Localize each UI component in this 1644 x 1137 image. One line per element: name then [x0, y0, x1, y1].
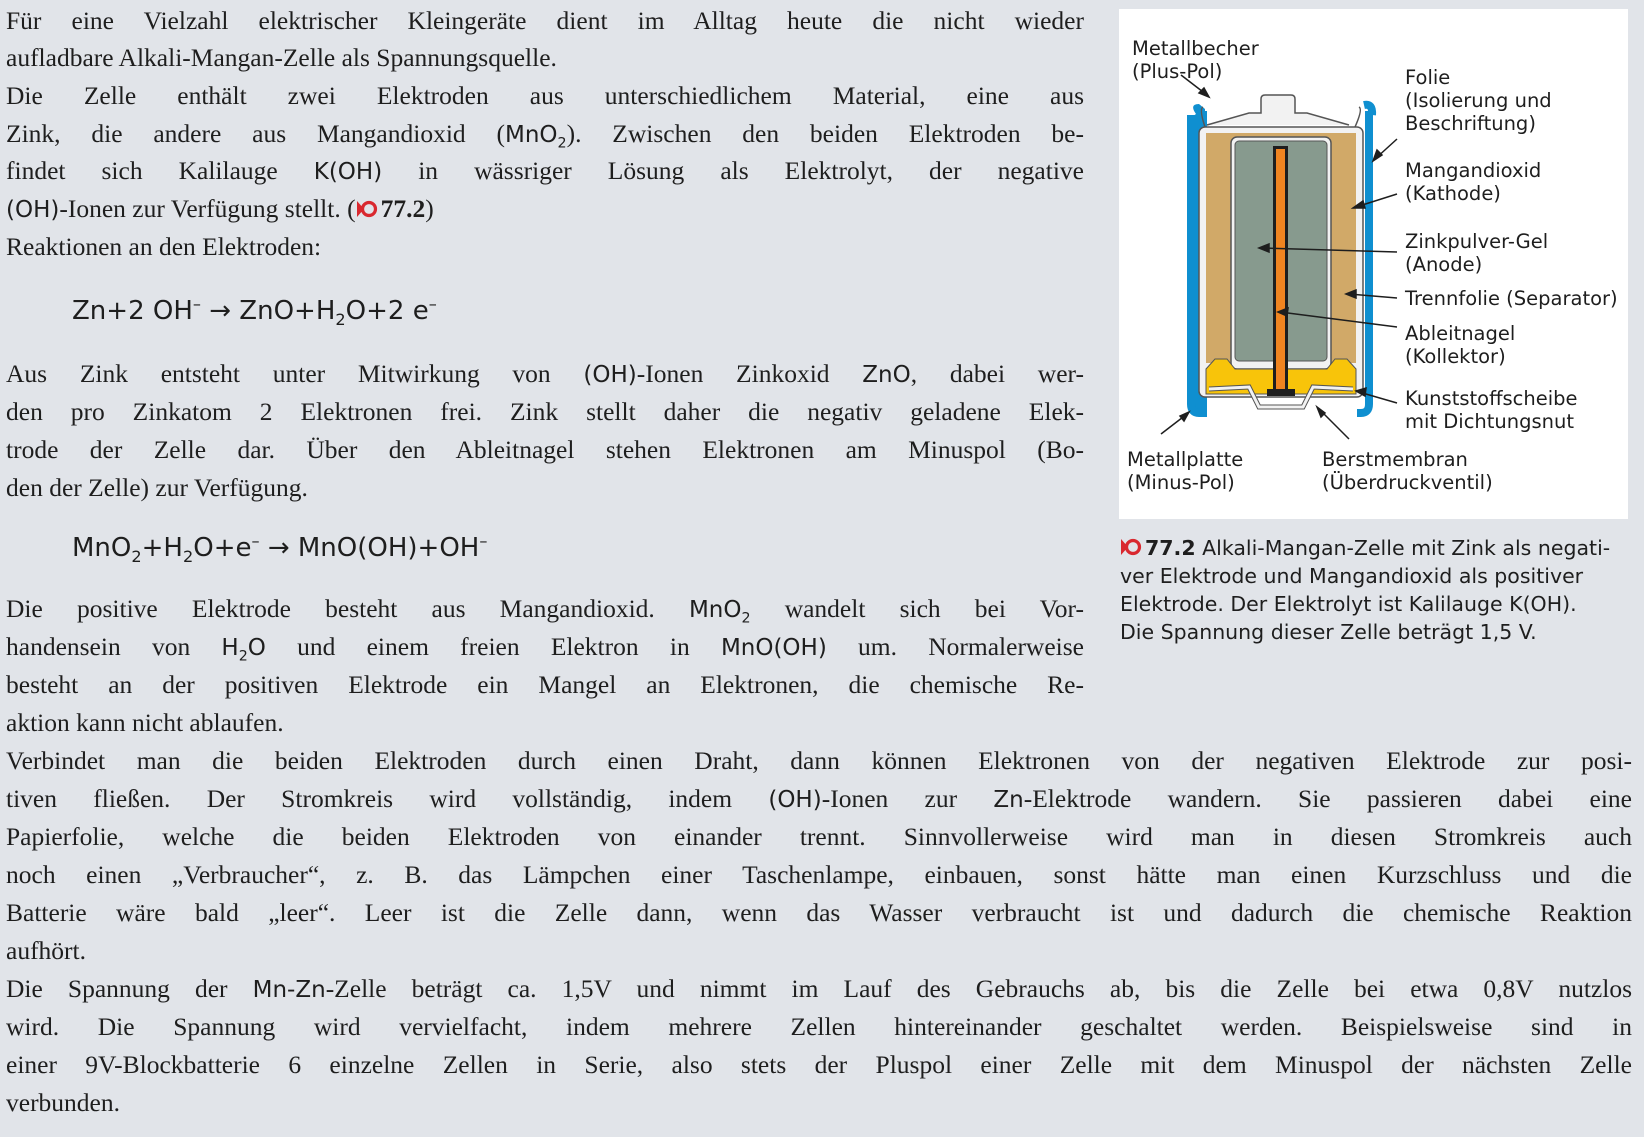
chem-formula: (OH)	[6, 197, 60, 223]
text-line: wird. Die Spannung wird vervielfacht, indem mehrere Zellen hintereinander geschaltet werden. Beispielsweise sind in	[6, 1012, 1632, 1041]
text-line: aufladbare Alkali-Mangan-Zelle als Spannungsquelle.	[6, 43, 557, 72]
text-line: Für eine Vielzahl elektrischer Kleingeräte dient im Alltag heute die nicht wieder	[6, 6, 1084, 35]
label-trennfolie: Trennfolie (Separator)	[1405, 287, 1618, 310]
text-line: den der Zelle) zur Verfügung.	[6, 473, 308, 502]
arrow-icon: →	[267, 533, 290, 563]
figure-caption: 77.2 Alkali-Mangan-Zelle mit Zink als negati- ver Elektrode und Mangandioxid als positiver Elektrode. Der Elektrolyt ist Kalilauge K(OH). Die Spannung dieser Zelle beträgt 1,5 V.	[1120, 536, 1611, 644]
label-metallbecher: Metallbecher (Plus-Pol)	[1132, 37, 1259, 83]
text-line: einer 9V-Blockbatterie 6 einzelne Zellen in Serie, also stets der Pluspol einer Zelle mit dem Minuspol der nächsten Zelle	[6, 1050, 1632, 1079]
reference-arrow-icon	[1120, 537, 1142, 557]
text-line: aufhört.	[6, 936, 87, 965]
text-span: in wässriger Lösung als Elektrolyt, der negative	[382, 156, 1084, 185]
reference-arrow-icon	[356, 199, 378, 219]
battery-diagram-figure	[1119, 9, 1628, 519]
reaction-equation-cathode: $MnO_2+H_2O+e^- \to MnO(OH)+OH^-$	[72, 531, 488, 567]
label-mangandioxid: Mangandioxid (Kathode)	[1405, 159, 1542, 205]
text-line	[6, 190, 1084, 229]
text-span: )	[425, 194, 434, 223]
text-line: besteht an der positiven Elektrode ein Mangel an Elektronen, die chemische Re-	[6, 670, 1084, 699]
figure-reference-link[interactable]: 77.2	[356, 194, 426, 223]
arrow-icon: →	[209, 296, 232, 326]
text-line: Die positive Elektrode besteht aus Mangandioxid. MnO$_2$ wandelt sich bei Vor-	[6, 594, 1084, 627]
text-line: aktion kann nicht ablaufen.	[6, 708, 284, 737]
text-line: Verbindet man die beiden Elektroden durch einen Draht, dann können Elektronen von der negativen Elektrode zur posi-	[6, 746, 1632, 775]
caption-number: 77.2	[1145, 536, 1196, 560]
text-line	[6, 152, 1084, 191]
text-span: ). Zwischen den beiden Elektroden be-	[566, 119, 1084, 148]
text-line: Aus Zink entsteht unter Mitwirkung von (OH)-Ionen Zinkoxid ZnO, dabei wer-	[6, 359, 1084, 388]
label-kunststoffscheibe: Kunststoffscheibe mit Dichtungsnut	[1405, 387, 1578, 433]
text-line: Papierfolie, welche die beiden Elektroden von einander trennt. Sinnvollerweise wird man in diesen Stromkreis auch	[6, 822, 1632, 851]
chem-formula: K(OH)	[313, 159, 383, 185]
text-line	[6, 115, 1084, 154]
label-berstmembran: Berstmembran (Überdruckventil)	[1322, 448, 1493, 494]
label-ableitnagel: Ableitnagel (Kollektor)	[1405, 322, 1516, 368]
label-metallplatte: Metallplatte (Minus-Pol)	[1127, 448, 1244, 494]
text-line: den pro Zinkatom 2 Elektronen frei. Zink stellt daher die negativ geladene Elek-	[6, 397, 1084, 426]
text-span: Zink, die andere aus Mangandioxid (	[6, 119, 505, 148]
text-line: noch einen „Verbraucher“, z. B. das Lämpchen einer Taschenlampe, einbauen, sonst hätte man einen Kurzschluss und die	[6, 860, 1632, 889]
label-zinkpulver-gel: Zinkpulver-Gel (Anode)	[1405, 230, 1549, 276]
text-span: -Ionen zur Verfügung stellt. (	[59, 194, 356, 223]
text-line: verbunden.	[6, 1088, 121, 1117]
text-line: handensein von $H_2O$ und einem freien Elektron in MnO(OH) um. Normalerweise	[6, 632, 1084, 665]
text-line: trode der Zelle dar. Über den Ableitnagel stehen Elektronen am Minuspol (Bo-	[6, 435, 1084, 464]
text-line: Die Zelle enthält zwei Elektroden aus unterschiedlichem Material, eine aus	[6, 81, 1084, 110]
text-line: Die Spannung der Mn-Zn-Zelle beträgt ca. 1,5V und nimmt im Lauf des Gebrauchs ab, bis die Zelle bei etwa 0,8V nutzlos	[6, 974, 1632, 1003]
reaction-equation-anode: Zn+2 $OH^- \to ZnO+H_2O+2$ e–	[72, 294, 437, 330]
plus-pole-cap	[1207, 95, 1349, 125]
text-line: Batterie wäre bald „leer“. Leer ist die Zelle dann, wenn das Wasser verbraucht ist und dadurch die chemische Reaktion	[6, 898, 1632, 927]
text-span: findet sich Kalilauge	[6, 156, 314, 185]
chem-formula: MnO$_2$	[505, 122, 567, 152]
text-line: Reaktionen an den Elektroden:	[6, 232, 322, 261]
label-folie: Folie (Isolierung und Beschriftung)	[1405, 66, 1552, 135]
text-line: tiven fließen. Der Stromkreis wird vollständig, indem (OH)-Ionen zur Zn-Elektrode wandern. Sie passieren dabei eine	[6, 784, 1632, 813]
